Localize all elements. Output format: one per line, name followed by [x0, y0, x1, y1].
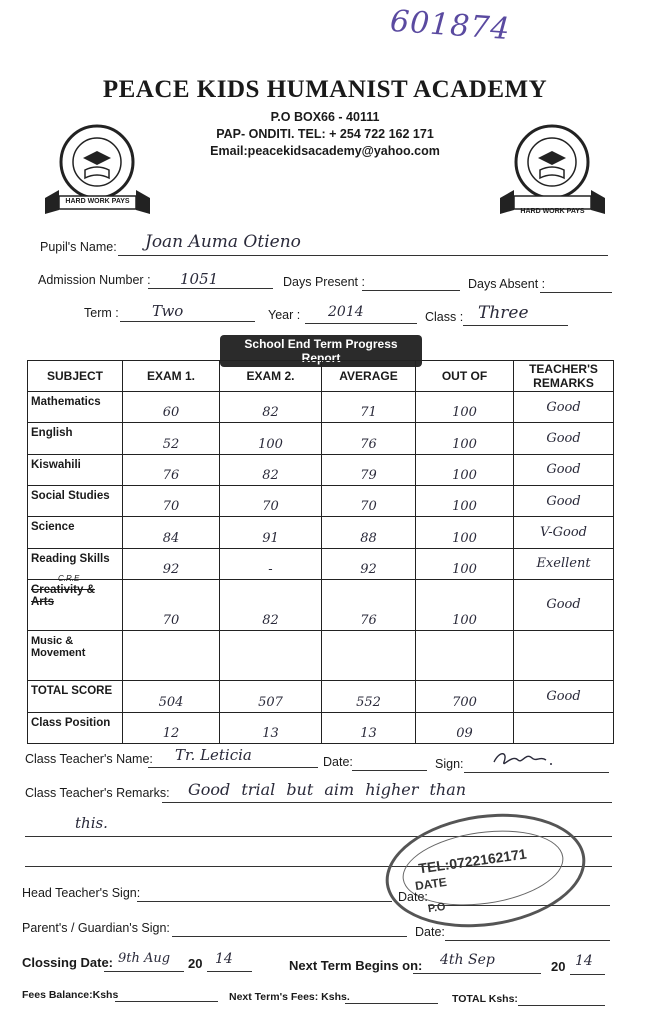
exam1-cell: [123, 630, 220, 681]
next-year-line: [570, 974, 605, 975]
remark-cell: V-Good: [514, 517, 614, 548]
exam1-cell: 52: [123, 423, 220, 454]
remarks-text-2: this.: [75, 814, 108, 832]
out-of-cell: 100: [416, 392, 514, 423]
exam2-cell: 91: [220, 517, 322, 548]
admission-label: Admission Number :: [38, 273, 151, 287]
teacher-remarks-label: Class Teacher's Remarks:: [25, 786, 170, 800]
exam2-cell: 70: [220, 486, 322, 517]
subject-cell: English: [28, 423, 123, 454]
table-row: [28, 712, 614, 743]
subject-cell: TOTAL SCORE: [28, 681, 123, 712]
remark-cell: Good: [514, 423, 614, 454]
term-value: Two: [152, 302, 184, 320]
parent-date-label: Date:: [415, 925, 445, 939]
serial-number: 601874: [388, 3, 512, 48]
remark-cell: Good: [514, 580, 614, 631]
parent-date-line: [445, 940, 610, 941]
teacher-name-label: Class Teacher's Name:: [25, 752, 153, 766]
next-term-label: Next Term Begins on:: [289, 958, 423, 973]
out-of-cell: 100: [416, 517, 514, 548]
fees-balance-line: [115, 1001, 218, 1002]
subject-cell: Class Position: [28, 712, 123, 743]
closing-century: 20: [188, 956, 203, 971]
remark-cell: Exellent: [514, 548, 614, 579]
column-header: EXAM 2.: [220, 361, 322, 392]
column-header: AVERAGE: [322, 361, 416, 392]
subject-cell: Science: [28, 517, 123, 548]
next-year-value: 14: [575, 953, 593, 969]
average-cell: 552: [322, 681, 416, 712]
exam1-cell: 504: [123, 681, 220, 712]
exam1-cell: 70: [123, 580, 220, 631]
subject-cell: Reading Skills: [28, 548, 123, 579]
out-of-cell: 100: [416, 580, 514, 631]
school-email: Email:peacekidsacademy@yahoo.com: [210, 144, 440, 158]
class-value: Three: [478, 303, 529, 323]
column-header: TEACHER'S REMARKS: [514, 361, 614, 392]
closing-year-value: 14: [215, 951, 233, 967]
teacher-name-line: [148, 767, 318, 768]
next-fees-line: [345, 1003, 438, 1004]
exam2-cell: 82: [220, 454, 322, 485]
teacher-date-label: Date:: [323, 755, 353, 769]
exam2-cell: [220, 630, 322, 681]
motto-right: HARD WORK PAYS: [520, 208, 585, 215]
table-row: [28, 681, 614, 712]
teacher-name-value: Tr. Leticia: [175, 746, 252, 764]
exam1-cell: 76: [123, 454, 220, 485]
stamp-tel: TEL:0722162171: [417, 845, 528, 877]
table-header-row: [28, 361, 614, 392]
total-label: TOTAL Kshs:: [452, 993, 518, 1005]
results-table: [27, 360, 614, 744]
table-row: [28, 486, 614, 517]
days-absent-line: [540, 292, 612, 293]
remark-cell: Good: [514, 454, 614, 485]
motto-left: HARD WORK PAYS: [65, 198, 130, 205]
head-sign-label: Head Teacher's Sign:: [22, 886, 141, 900]
cre-note: C.R.E: [58, 574, 80, 584]
average-cell: 13: [322, 712, 416, 743]
average-cell: 70: [322, 486, 416, 517]
parent-sign-label: Parent's / Guardian's Sign:: [22, 921, 170, 935]
exam1-cell: 60: [123, 392, 220, 423]
out-of-cell: 100: [416, 548, 514, 579]
admission-value: 1051: [180, 270, 219, 288]
teacher-date-line: [352, 770, 427, 771]
out-of-cell: 700: [416, 681, 514, 712]
average-cell: 76: [322, 580, 416, 631]
next-fees-label: Next Term's Fees: Kshs.: [229, 991, 350, 1003]
exam1-cell: 92: [123, 548, 220, 579]
year-line: [305, 323, 417, 324]
stamp-date: DATE: [414, 874, 448, 894]
remark-cell: Good: [514, 486, 614, 517]
pupil-name-value: Joan Auma Otieno: [145, 232, 301, 252]
term-line: [120, 321, 255, 322]
column-header: EXAM 1.: [123, 361, 220, 392]
class-line: [463, 325, 568, 326]
table-row: [28, 454, 614, 485]
exam1-cell: 12: [123, 712, 220, 743]
next-term-day-line: [413, 973, 541, 974]
class-label: Class :: [425, 310, 464, 324]
table-row: [28, 392, 614, 423]
school-tel: PAP- ONDITI. TEL: + 254 722 162 171: [216, 127, 434, 141]
head-date-label: Date:: [398, 890, 428, 904]
column-header: OUT OF: [416, 361, 514, 392]
closing-day-value: 9th Aug: [118, 951, 171, 966]
exam2-cell: -: [220, 548, 322, 579]
remarks-line-1: [162, 802, 612, 803]
table-row: [28, 548, 614, 579]
exam2-cell: 100: [220, 423, 322, 454]
school-box: P.O BOX66 - 40111: [270, 110, 380, 124]
next-century: 20: [551, 959, 566, 974]
out-of-cell: 100: [416, 486, 514, 517]
exam2-cell: 13: [220, 712, 322, 743]
days-present-line: [362, 290, 460, 291]
table-row: [28, 517, 614, 548]
school-logo-left-icon: [45, 118, 150, 223]
head-sign-line: [137, 901, 392, 902]
pupil-name-line: [118, 255, 608, 256]
fees-balance-label: Fees Balance:Kshs: [22, 989, 119, 1001]
remarks-text-1: Good trial but aim higher than: [188, 780, 467, 799]
parent-sign-line: [172, 936, 407, 937]
closing-date-label: Clossing Date:: [22, 955, 114, 970]
pupil-name-label: Pupil's Name:: [40, 240, 117, 254]
teacher-sign-line: [464, 772, 609, 773]
table-row: [28, 580, 614, 631]
average-cell: 79: [322, 454, 416, 485]
remark-cell: [514, 630, 614, 681]
table-row: [28, 423, 614, 454]
average-cell: [322, 630, 416, 681]
closing-year-line: [207, 971, 252, 972]
admission-line: [148, 288, 273, 289]
average-cell: 92: [322, 548, 416, 579]
exam1-cell: 70: [123, 486, 220, 517]
out-of-cell: [416, 630, 514, 681]
subject-cell: Social Studies: [28, 486, 123, 517]
days-present-label: Days Present :: [283, 275, 365, 289]
average-cell: 88: [322, 517, 416, 548]
term-label: Term :: [84, 306, 119, 320]
remark-cell: Good: [514, 681, 614, 712]
subject-label: Creativity & Arts: [31, 584, 95, 609]
average-cell: 76: [322, 423, 416, 454]
year-label: Year :: [268, 308, 301, 322]
school-name: PEACE KIDS HUMANIST ACADEMY: [102, 76, 548, 103]
out-of-cell: 09: [416, 712, 514, 743]
days-absent-label: Days Absent :: [468, 277, 546, 291]
exam1-cell: 84: [123, 517, 220, 548]
average-cell: 71: [322, 392, 416, 423]
stamp-box: P.O: [427, 900, 447, 916]
out-of-cell: 100: [416, 454, 514, 485]
total-line: [518, 1005, 605, 1006]
next-term-day-value: 4th Sep: [440, 952, 495, 968]
remark-cell: Good: [514, 392, 614, 423]
teacher-sign-label: Sign:: [435, 757, 464, 771]
teacher-signature-icon: [490, 748, 560, 770]
remark-cell: [514, 712, 614, 743]
exam2-cell: 507: [220, 681, 322, 712]
subject-cell: Music & Movement: [28, 630, 123, 681]
exam2-cell: 82: [220, 392, 322, 423]
closing-day-line: [104, 971, 184, 972]
subject-cell: Kiswahili: [28, 454, 123, 485]
head-date-line: [428, 905, 610, 906]
column-header: SUBJECT: [28, 361, 123, 392]
report-title: School End Term Progress Report: [220, 335, 422, 367]
subject-cell: Mathematics: [28, 392, 123, 423]
table-row: [28, 630, 614, 681]
out-of-cell: 100: [416, 423, 514, 454]
exam2-cell: 82: [220, 580, 322, 631]
subject-cell: [28, 574, 123, 631]
year-value: 2014: [328, 304, 364, 320]
